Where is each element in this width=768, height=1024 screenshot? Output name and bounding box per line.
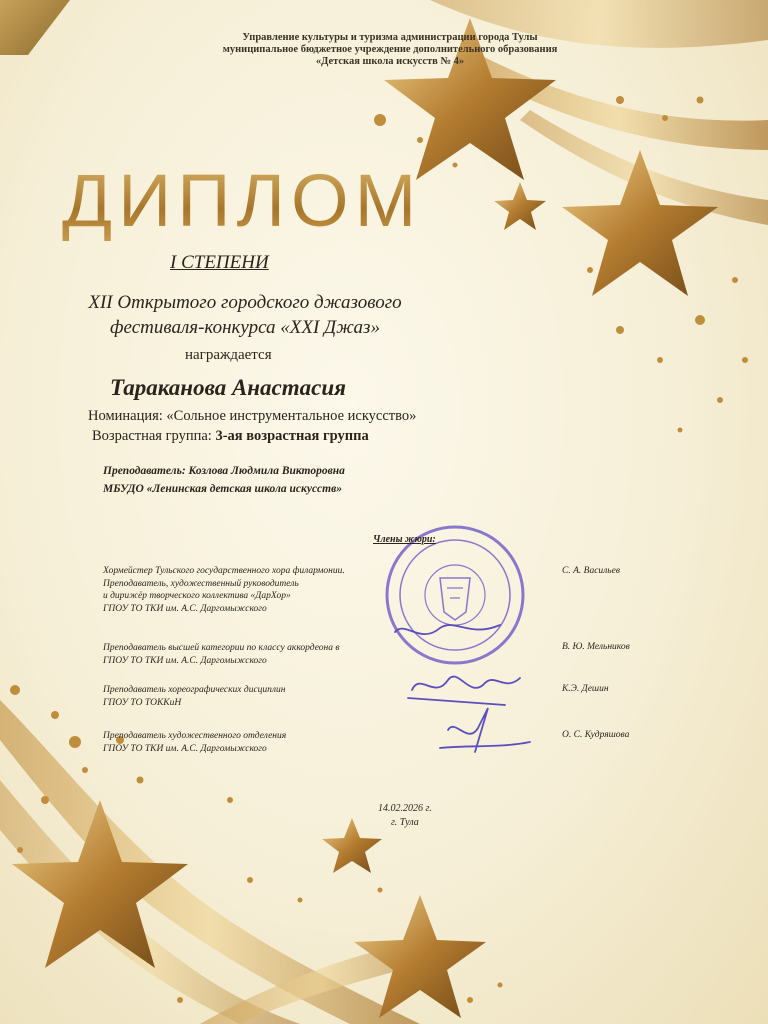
festival-line: фестиваля-конкурса «XXI Джаз» <box>110 317 380 338</box>
issue-place-date <box>378 802 432 830</box>
nomination-value: «Сольное инструментальное искусство» <box>166 408 417 424</box>
age-group-label: Возрастная группа: <box>92 428 212 444</box>
jury-member-name: В. Ю. Мельников <box>562 642 630 652</box>
age-group-value: 3-ая возрастная группа <box>215 428 369 444</box>
festival-line: XII Открытого городского джазового <box>88 292 402 313</box>
jury-member-name: О. С. Кудряшова <box>562 730 630 740</box>
jury-position-line: Хормейстер Тульского государственного хора филармонии. <box>103 566 345 576</box>
jury-position-line: Преподаватель художественного отделения <box>103 731 287 741</box>
jury-position <box>103 565 345 615</box>
issuer-line: «Детская школа искусств № 4» <box>315 56 465 67</box>
issue-date: 14.02.2026 г. <box>378 803 432 814</box>
teacher-line: Преподаватель: Козлова Людмила Викторовна <box>103 465 345 477</box>
jury-position <box>103 684 286 709</box>
awarded-label: награждается <box>185 347 272 363</box>
issuer-line: Управление культуры и туризма администрации города Тулы <box>242 32 538 43</box>
jury-heading: Члены жюри: <box>373 534 436 545</box>
jury-position-line: и дирижёр творческого коллектива «ДарХор» <box>103 591 291 601</box>
issue-city: г. Тула <box>391 817 419 828</box>
diploma-title: ДИПЛОМ <box>62 159 423 242</box>
age-group <box>92 428 369 445</box>
jury-position <box>103 730 286 755</box>
issuer-header <box>200 32 580 68</box>
recipient-name: Тараканова Анастасия <box>110 375 346 400</box>
diploma-degree: I СТЕПЕНИ <box>170 252 269 273</box>
teacher-info <box>103 462 345 498</box>
issuer-line: муниципальное бюджетное учреждение дополнительного образования <box>222 44 558 55</box>
nomination <box>88 408 416 425</box>
jury-member-name: С. А. Васильев <box>562 566 620 576</box>
jury-position-line: ГПОУ ТО ТОККиН <box>103 697 182 708</box>
jury-position-line: ГПОУ ТО ТКИ им. А.С. Даргомыжского <box>103 655 267 666</box>
festival-name <box>70 290 420 340</box>
nomination-label: Номинация: <box>88 408 163 424</box>
jury-position-line: Преподаватель, художественный руководитель <box>103 578 299 589</box>
jury-member-name: К.Э. Дешин <box>562 684 609 694</box>
teacher-line: МБУДО «Ленинская детская школа искусств» <box>103 483 342 495</box>
jury-position <box>103 642 340 667</box>
jury-position-line: ГПОУ ТО ТКИ им. А.С. Даргомыжского <box>103 743 267 754</box>
jury-position-line: Преподаватель хореографических дисциплин <box>103 685 286 695</box>
jury-position-line: Преподаватель высшей категории по классу аккордеона в <box>103 643 340 653</box>
jury-position-line: ГПОУ ТО ТКИ им. А.С. Даргомыжского <box>103 603 267 614</box>
